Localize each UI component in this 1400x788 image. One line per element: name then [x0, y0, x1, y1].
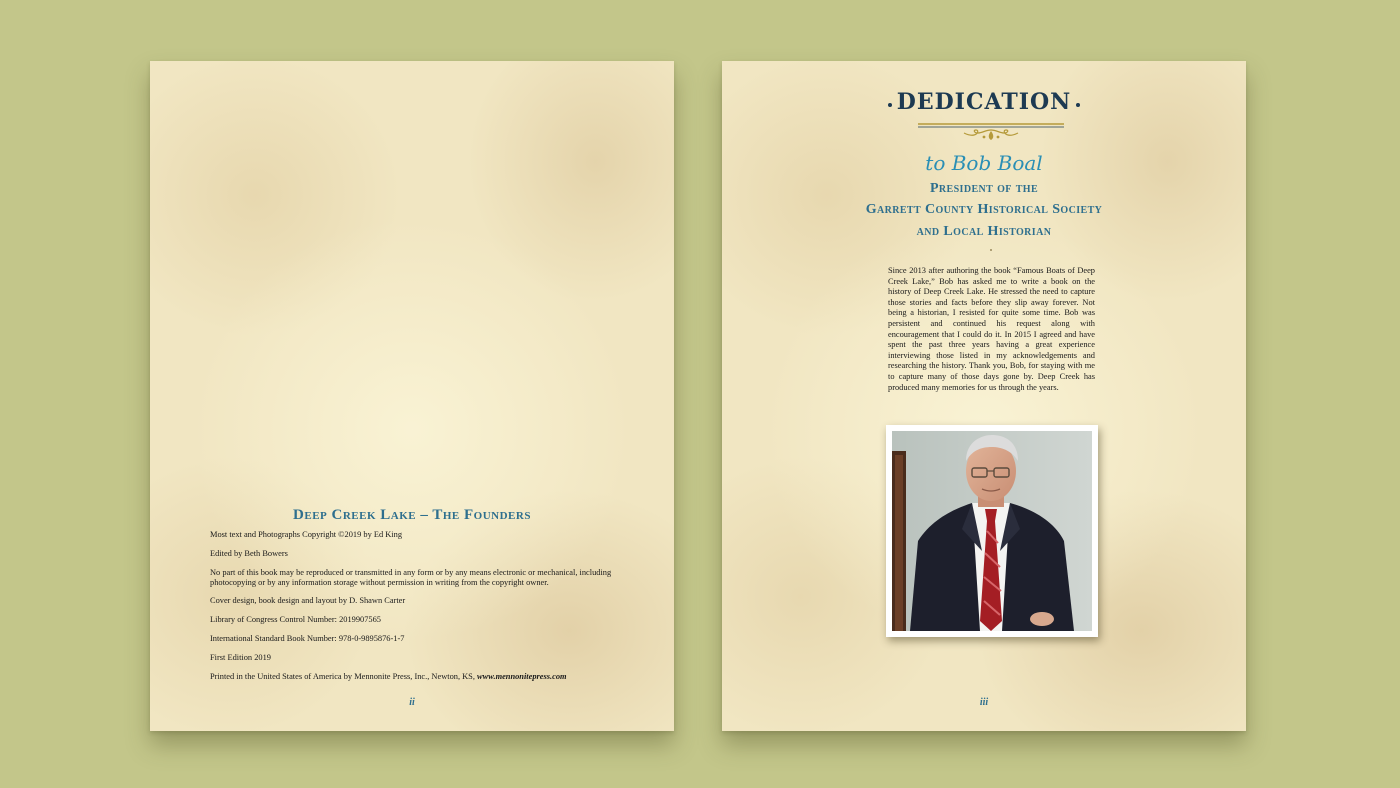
dedication-heading — [722, 89, 1246, 115]
isbn-line: International Standard Book Number: 978-0-9895876-1-7 — [210, 633, 405, 643]
book-title: Deep Creek Lake – The Founders — [293, 507, 531, 523]
dedication-body: Since 2013 after authoring the book “Famous Boats of Deep Creek Lake,” Bob has asked me to write a book on the history of Deep Creek Lake. He stressed the need to capture those stories and facts before they slip away forever. Not being a historian, I resisted for quite some time. Bob was persistent and continued his request along with encouragement that I could do it. In 2015 I agreed and have spent the past three years having a great experience interviewing those listed in my acknowledgements and researching the history. Thank you, Bob, for staying with me to capture many of those days gone by. Deep Creek has produced many memories for us through the years. — [888, 266, 1095, 392]
printer-text: Printed in the United States of America by Mennonite Press, Inc., Newton, KS, — [210, 671, 478, 681]
photo-frame — [886, 425, 1098, 637]
dedication-title: DEDICATION — [896, 89, 1072, 115]
right-page — [722, 61, 1246, 731]
loc-number: Library of Congress Control Number: 2019907565 — [210, 615, 381, 625]
printer-website: www.mennonitepress.com — [477, 671, 567, 681]
role-line-3: and Local Historian — [916, 224, 1052, 239]
editor-line: Edited by Beth Bowers — [210, 548, 288, 558]
portrait-photo-icon — [892, 431, 1092, 631]
separator-dot — [990, 249, 992, 251]
printer-line — [210, 672, 632, 682]
copyright-line: Most text and Photographs Copyright ©2019 by Ed King — [210, 530, 403, 539]
copyright-block — [210, 530, 632, 690]
dedicatee-name: to Bob Boal — [925, 151, 1043, 175]
scroll-flourish-icon — [916, 121, 1066, 143]
page-number-left: ii — [409, 697, 415, 708]
design-credit: Cover design, book design and layout by D. Shawn Carter — [210, 596, 406, 606]
rights-notice: No part of this book may be reproduced or transmitted in any form or by any means electronic or mechanical, including photocopying or by any information storage without permission in writing from the copyright owner. — [210, 567, 612, 587]
edition-line: First Edition 2019 — [210, 652, 271, 662]
page-number-right: iii — [979, 697, 989, 708]
heading-dot-left — [888, 103, 892, 107]
heading-dot-right — [1076, 103, 1080, 107]
role-line-2: Garrett County Historical Society — [865, 202, 1103, 217]
role-line-1: President of the — [929, 181, 1039, 196]
left-page — [150, 61, 674, 731]
